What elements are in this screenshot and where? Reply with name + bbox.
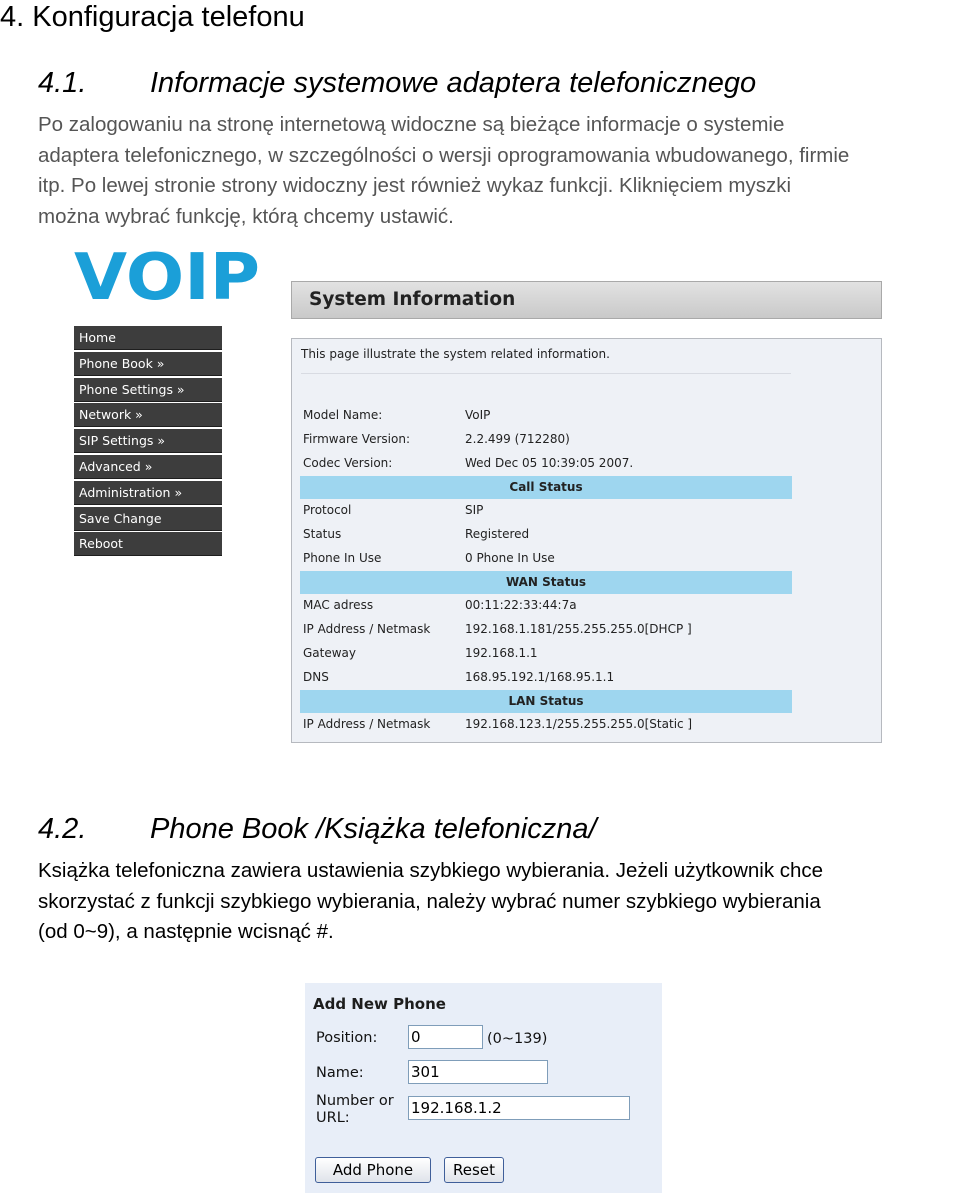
section-heading-4-2 (38, 812, 597, 846)
info-label: IP Address / Netmask (303, 622, 431, 636)
section-1-paragraph (38, 110, 960, 232)
info-value: 192.168.1.181/255.255.255.0[DHCP ] (465, 622, 692, 636)
system-description: This page illustrate the system related information. (301, 347, 610, 361)
info-row-lan-ip (303, 713, 692, 736)
info-row-dns (303, 666, 614, 689)
section-2-paragraph (38, 856, 960, 948)
voip-logo (74, 246, 264, 311)
menu-item-home[interactable]: Home (74, 326, 222, 350)
info-label: IP Address / Netmask (303, 717, 431, 731)
info-row-status (303, 523, 529, 546)
info-value: 2.2.499 (712280) (465, 432, 570, 446)
divider (301, 373, 791, 374)
info-row-phone-in-use (303, 547, 555, 570)
info-value: Wed Dec 05 10:39:05 2007. (465, 456, 634, 470)
system-information-panel (291, 338, 882, 743)
info-value: 192.168.1.1 (465, 646, 538, 660)
section-heading-4-1 (38, 66, 756, 100)
info-label: MAC adress (303, 598, 374, 612)
info-label: Phone In Use (303, 551, 382, 565)
position-range-hint: (0~139) (487, 1031, 548, 1047)
reset-button[interactable]: Reset (444, 1157, 504, 1183)
info-row-gateway (303, 642, 538, 665)
menu-item-save-change[interactable]: Save Change (74, 507, 222, 531)
info-value: 0 Phone In Use (465, 551, 555, 565)
info-label: Firmware Version: (303, 432, 410, 446)
menu-item-network[interactable]: Network » (74, 403, 222, 427)
menu-item-sip-settings[interactable]: SIP Settings » (74, 429, 222, 453)
paragraph-line: adaptera telefonicznego, w szczególności o wersji oprogramowania wbudowanego, firmie (38, 143, 850, 167)
form-title: Add New Phone (313, 995, 446, 1013)
menu-item-reboot[interactable]: Reboot (74, 532, 222, 556)
info-row-firmware (303, 428, 570, 451)
paragraph-line: (od 0~9), a następnie wcisnąć #. (38, 920, 334, 943)
info-row-protocol (303, 499, 483, 522)
wan-status-header: WAN Status (300, 571, 792, 594)
number-label-line-1: Number or (316, 1093, 394, 1109)
lan-status-header: LAN Status (300, 690, 792, 713)
paragraph-line: można wybrać funkcję, którą chcemy ustawić. (38, 204, 454, 228)
info-label: Protocol (303, 503, 352, 517)
info-value: Registered (465, 527, 530, 541)
info-row-codec (303, 452, 633, 475)
info-value: 00:11:22:33:44:7a (465, 598, 577, 612)
name-input[interactable] (408, 1060, 548, 1084)
menu-item-advanced[interactable]: Advanced » (74, 455, 222, 479)
info-label: Model Name: (303, 408, 383, 422)
menu-item-phone-book[interactable]: Phone Book » (74, 352, 222, 376)
sidebar-menu (74, 326, 222, 558)
section-title: Informacje systemowe adaptera telefonicznego (150, 67, 757, 99)
menu-item-phone-settings[interactable]: Phone Settings » (74, 378, 222, 402)
info-label: Gateway (303, 646, 357, 660)
info-value: 168.95.192.1/168.95.1.1 (465, 670, 615, 684)
info-label: Codec Version: (303, 456, 393, 470)
position-input[interactable] (408, 1025, 483, 1049)
number-url-input[interactable] (408, 1096, 630, 1120)
menu-item-administration[interactable]: Administration » (74, 481, 222, 505)
info-row-wan-ip (303, 618, 692, 641)
system-information-title: System Information (291, 281, 882, 319)
info-label: DNS (303, 670, 329, 684)
section-number: 4.1. (38, 67, 87, 99)
section-title: Phone Book /Książka telefoniczna/ (150, 813, 597, 845)
add-new-phone-form (305, 983, 662, 1193)
info-row-mac (303, 594, 577, 617)
info-value: 192.168.123.1/255.255.255.0[Static ] (465, 717, 693, 731)
info-label: Status (303, 527, 342, 541)
position-label: Position: (316, 1030, 378, 1046)
paragraph-line: Książka telefoniczna zawiera ustawienia szybkiego wybierania. Jeżeli użytkownik chce (38, 859, 824, 882)
call-status-header: Call Status (300, 476, 792, 499)
voip-logo-text: VOIP (74, 246, 260, 306)
number-label-line-2: URL: (316, 1110, 350, 1126)
section-number: 4.2. (38, 813, 87, 845)
info-value: SIP (465, 503, 484, 517)
add-phone-button[interactable]: Add Phone (315, 1157, 431, 1183)
paragraph-line: Po zalogowaniu na stronę internetową widoczne są bieżące informacje o systemie (38, 113, 785, 136)
paragraph-line: itp. Po lewej stronie strony widoczny jest również wykaz funkcji. Kliknięciem myszki (38, 174, 792, 197)
page-heading: 4. Konfiguracja telefonu (0, 1, 305, 33)
info-row-model-name (303, 404, 490, 427)
info-value: VoIP (465, 408, 491, 422)
paragraph-line: skorzystać z funkcji szybkiego wybierania, należy wybrać numer szybkiego wybierania (38, 889, 821, 913)
name-label: Name: (316, 1065, 364, 1081)
